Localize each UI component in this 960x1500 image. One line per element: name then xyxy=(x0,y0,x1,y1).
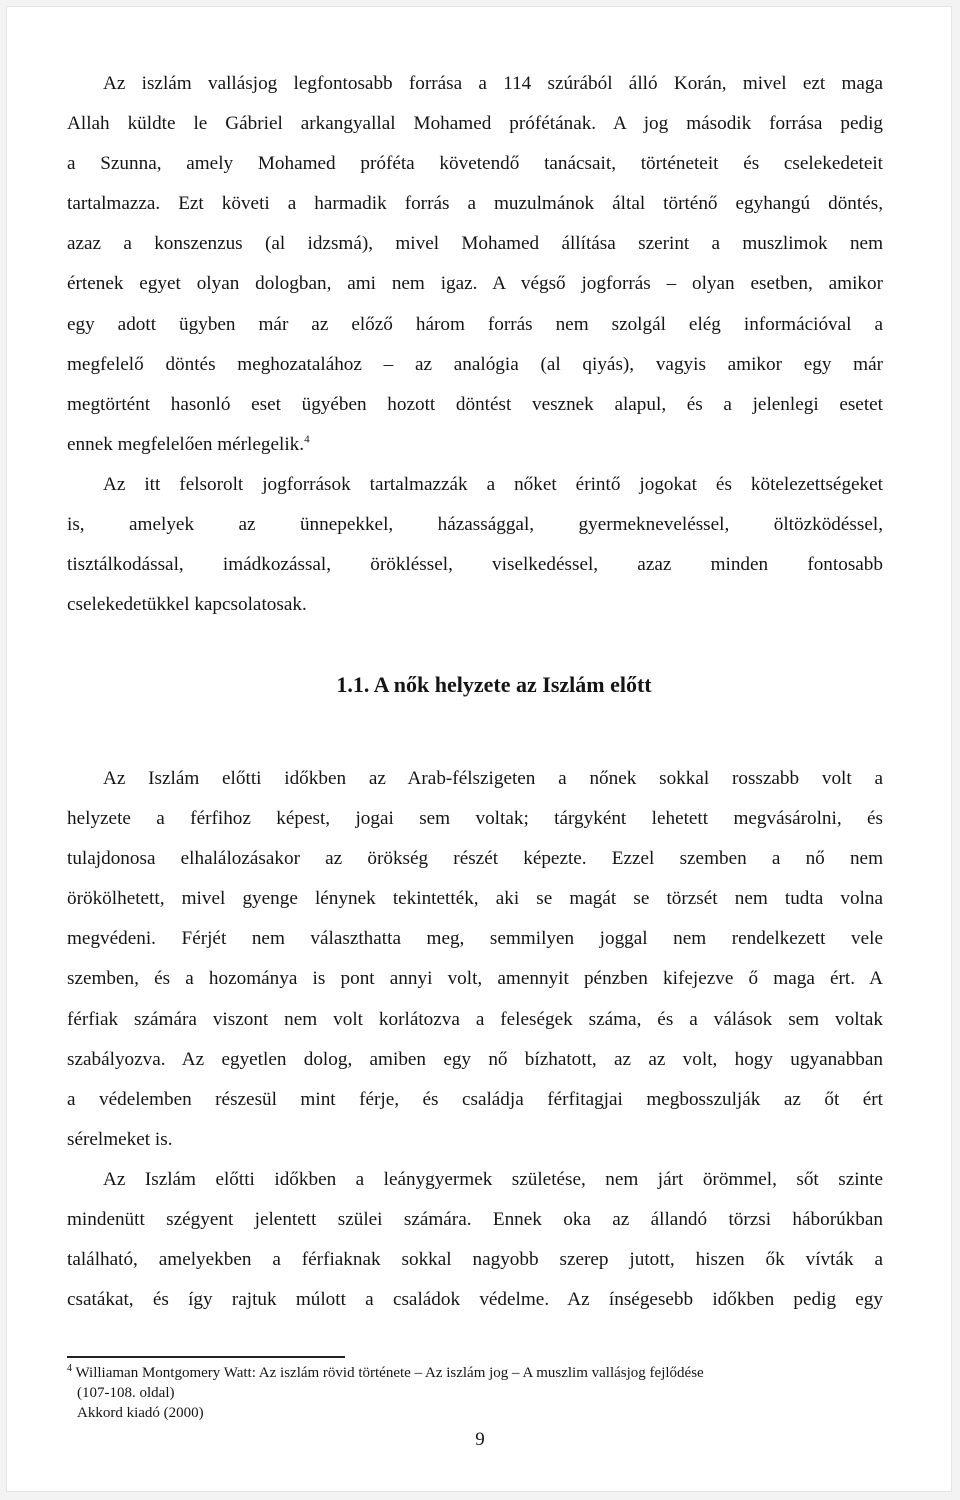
text-line: a Szunna, amely Mohamed próféta követendő tanácsait, történeteit és cselekedeteit xyxy=(67,153,883,175)
footnote-text: Williaman Montgomery Watt: Az iszlám rövid története – Az iszlám jog – A muszlim vallásjog fejlődése xyxy=(75,1365,704,1381)
footnote-reference[interactable]: 4 xyxy=(304,433,310,446)
paragraph-4 xyxy=(67,1160,883,1320)
text-line: tulajdonosa elhalálozásakor az örökség részét képezte. Ezzel szemben a nő nem xyxy=(67,848,883,870)
text-line-content: ennek megfelelően mérlegelik. xyxy=(67,433,305,455)
paragraph-1 xyxy=(67,64,883,465)
footnote xyxy=(67,1363,867,1423)
text-line: sérelmeket is. xyxy=(67,1128,173,1150)
footnote-line xyxy=(67,1363,867,1383)
text-line: értenek egyet olyan dologban, ami nem igaz. A végső jogforrás – olyan esetben, amikor xyxy=(67,273,883,295)
footnote-number: 4 xyxy=(67,1363,72,1374)
footnote-line: Akkord kiadó (2000) xyxy=(77,1405,204,1421)
text-line: Az iszlám vallásjog legfontosabb forrása a 114 szúrából álló Korán, mivel ezt maga xyxy=(103,73,883,94)
text-line: a védelemben részesül mint férje, és családja férfitagjai megbosszulják az őt ért xyxy=(67,1088,883,1110)
text-line: mindenütt szégyent jelentett szülei számára. Ennek oka az állandó törzsi háborúkban xyxy=(67,1209,883,1231)
text-line: Az Iszlám előtti időkben az Arab-félszigeten a nőnek sokkal rosszabb volt a xyxy=(103,768,883,789)
text-line: egy adott ügyben már az előző három forrás nem szolgál elég információval a xyxy=(67,313,883,335)
paragraph-2 xyxy=(67,465,883,625)
text-line: megtörtént hasonló eset ügyében hozott döntést vesznek alapul, és a jelenlegi esetet xyxy=(67,393,883,415)
text-line: található, amelyekben a férfiaknak sokkal nagyobb szerep jutott, hiszen ők vívták a xyxy=(67,1249,883,1271)
text-line: szabályozva. Az egyetlen dolog, amiben egy nő bízhatott, az az volt, hogy ugyanabban xyxy=(67,1048,883,1070)
text-line: cselekedetükkel kapcsolatosak. xyxy=(67,594,307,616)
footnote-separator xyxy=(67,1356,345,1358)
text-line: megvédeni. Férjét nem választhatta meg, semmilyen joggal nem rendelkezett vele xyxy=(67,928,883,950)
text-line: is, amelyek az ünnepekkel, házassággal, gyermekneveléssel, öltözködéssel, xyxy=(67,514,883,536)
text-line: megfelelő döntés meghozatalához – az analógia (al qiyás), vagyis amikor egy már xyxy=(67,353,883,375)
text-line: tartalmazza. Ezt követi a harmadik forrás a muzulmánok által történő egyhangú döntés, xyxy=(67,193,883,215)
text-line: örökölhetett, mivel gyenge lénynek tekintették, aki se magát se törzsét nem tudta volna xyxy=(67,888,883,910)
text-line: csatákat, és így rajtuk múlott a családok védelme. Az ínségesebb időkben pedig egy xyxy=(67,1289,883,1311)
text-line-last xyxy=(67,425,883,465)
text-line: férfiak számára viszont nem volt korlátozva a feleségek száma, és a válások sem voltak xyxy=(67,1008,883,1030)
text-line: Az itt felsorolt jogforrások tartalmazzák a nőket érintő jogokat és kötelezettségeket xyxy=(103,474,883,495)
text-line: helyzete a férfihoz képest, jogai sem voltak; tárgyként lehetett megvásárolni, és xyxy=(67,808,883,830)
text-line: azaz a konszenzus (al idzsmá), mivel Mohamed állítása szerint a muszlimok nem xyxy=(67,233,883,255)
paragraph-3 xyxy=(67,759,883,1160)
text-line: szemben, és a hozománya is pont annyi volt, amennyit pénzben kifejezve ő maga ért. A xyxy=(67,968,883,990)
text-line: Allah küldte le Gábriel arkangyallal Mohamed prófétának. A jog második forrása pedig xyxy=(67,113,883,135)
page-number: 9 xyxy=(475,1429,485,1450)
text-line: Az Iszlám előtti időkben a leánygyermek születése, nem járt örömmel, sőt szinte xyxy=(103,1169,883,1190)
text-line: tisztálkodással, imádkozással, örökléssel, viselkedéssel, azaz minden fontosabb xyxy=(67,554,883,576)
section-heading: 1.1. A nők helyzete az Iszlám előtt xyxy=(336,672,652,697)
footnote-line: (107-108. oldal) xyxy=(77,1385,175,1401)
